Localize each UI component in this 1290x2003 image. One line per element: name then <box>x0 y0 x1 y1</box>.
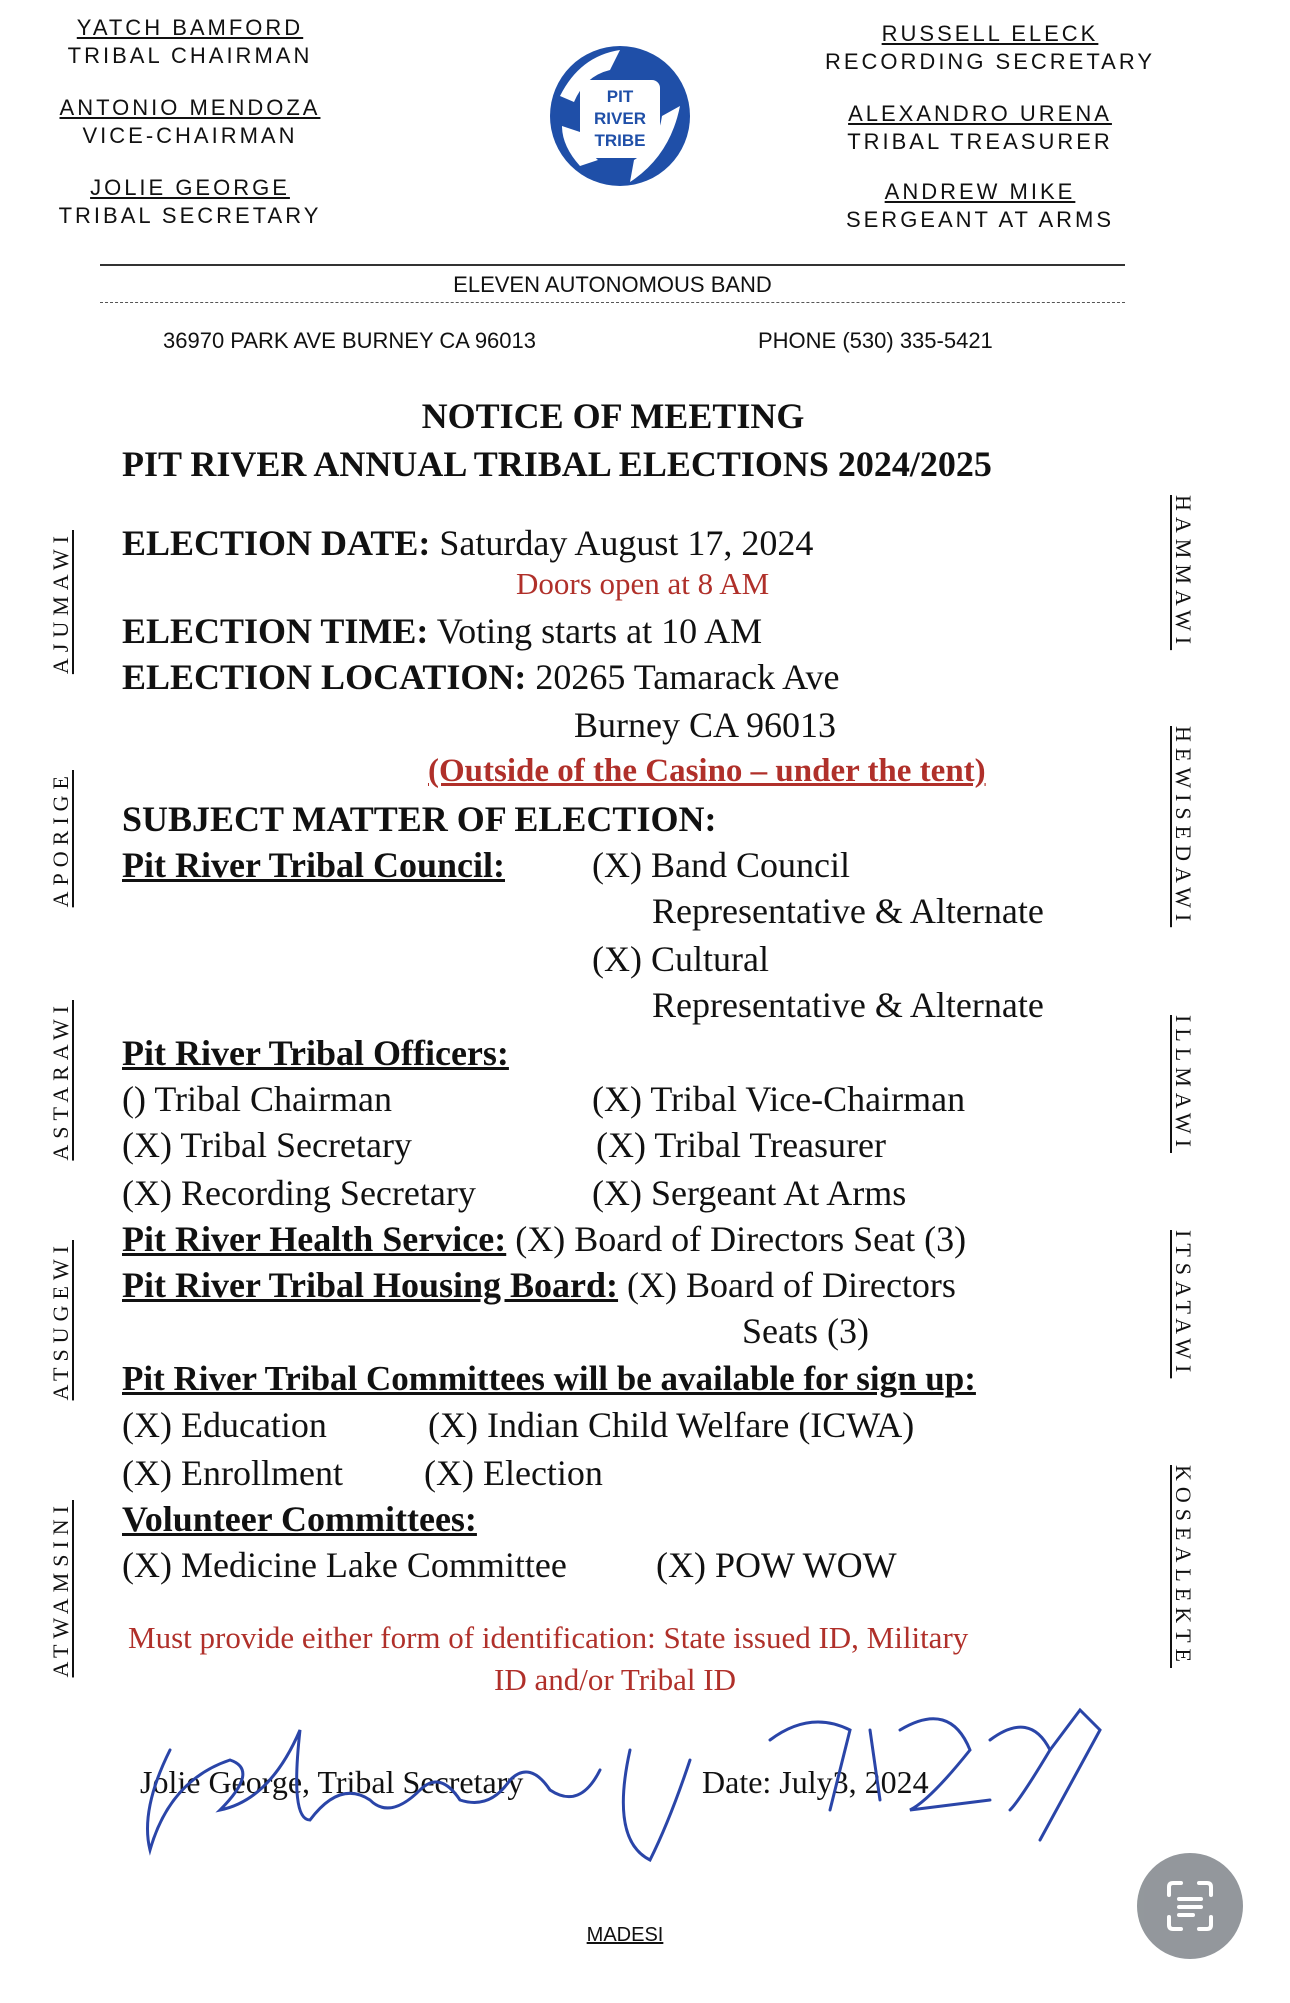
health-value: (X) Board of Directors Seat (3) <box>515 1219 967 1259</box>
signature-date: Date: July3, 2024 <box>702 1764 929 1800</box>
officer-left-1 <box>40 14 340 70</box>
election-location-line1: 20265 Tamarack Ave <box>535 657 840 697</box>
id-notice-2: ID and/or Tribal ID <box>494 1662 736 1697</box>
officer-item: () Tribal Chairman <box>122 1079 392 1119</box>
band-name: ELEVEN AUTONOMOUS BAND <box>453 272 772 297</box>
signature-name: Jolie George, Tribal Secretary <box>140 1764 524 1800</box>
election-location-line2: Burney CA 96013 <box>574 705 837 745</box>
notice-subtitle: PIT RIVER ANNUAL TRIBAL ELECTIONS 2024/2025 <box>122 444 992 484</box>
volunteer-label: Volunteer Committees: <box>122 1499 477 1539</box>
council-item: Representative & Alternate <box>652 891 1044 931</box>
band-left: ASTARAWI <box>48 1000 73 1161</box>
scan-button[interactable] <box>1137 1853 1243 1959</box>
officer-title: TRIBAL CHAIRMAN <box>67 43 313 68</box>
band-left: ATWAMSINI <box>48 1500 73 1678</box>
election-location-label: ELECTION LOCATION: <box>122 657 527 697</box>
officer-name: RUSSELL ELECK <box>881 21 1099 46</box>
band-left: APORIGE <box>48 770 73 908</box>
housing-row <box>122 1262 956 1308</box>
election-time-value: Voting starts at 10 AM <box>436 611 763 651</box>
officers-label: Pit River Tribal Officers: <box>122 1033 509 1073</box>
logo-line: TRIBE <box>594 131 646 150</box>
officer-title: TRIBAL SECRETARY <box>58 203 322 228</box>
id-notice-1: Must provide either form of identification: State issued ID, Military <box>128 1620 969 1655</box>
election-date-value: Saturday August 17, 2024 <box>439 523 814 563</box>
logo-line: PIT <box>606 87 634 106</box>
housing-value: (X) Board of Directors <box>627 1265 956 1305</box>
council-item: (X) Band Council <box>592 845 850 885</box>
tribe-logo <box>540 36 700 196</box>
officer-item: (X) Tribal Secretary <box>122 1125 412 1165</box>
logo-line: RIVER <box>594 109 646 128</box>
officer-left-2 <box>40 94 340 150</box>
committee-item: (X) Education <box>122 1405 327 1445</box>
committee-item: (X) Election <box>424 1453 603 1493</box>
housing-value2: Seats (3) <box>742 1311 869 1351</box>
volunteer-item: (X) POW WOW <box>656 1545 897 1585</box>
band-right: ILLMAWI <box>1171 1015 1196 1153</box>
officer-title: SERGEANT AT ARMS <box>845 207 1115 232</box>
doors-open: Doors open at 8 AM <box>516 566 770 601</box>
volunteer-item: (X) Medicine Lake Committee <box>122 1545 567 1585</box>
footer-band: MADESI <box>586 1924 664 1946</box>
health-label: Pit River Health Service: <box>122 1219 507 1259</box>
election-location-row <box>122 654 839 700</box>
health-row <box>122 1216 966 1262</box>
band-right: HAMMAWI <box>1171 495 1196 651</box>
address: 36970 PARK AVE BURNEY CA 96013 <box>163 328 537 353</box>
band-right: KOSEALEKTE <box>1171 1465 1196 1668</box>
officer-title: VICE-CHAIRMAN <box>82 123 298 148</box>
document-scan-icon <box>1137 1853 1243 1959</box>
election-date-label: ELECTION DATE: <box>122 523 431 563</box>
subject-label: SUBJECT MATTER OF ELECTION: <box>122 799 717 839</box>
officer-name: ANTONIO MENDOZA <box>59 95 321 120</box>
officer-right-3 <box>810 178 1150 234</box>
location-note: (Outside of the Casino – under the tent) <box>428 753 986 789</box>
committee-item: (X) Enrollment <box>122 1453 343 1493</box>
band-left: AJUMAWI <box>48 530 73 675</box>
signature-scribble-icon <box>110 1690 1110 1890</box>
election-date-row <box>122 520 813 566</box>
divider <box>100 302 1125 303</box>
notice-title: NOTICE OF MEETING <box>421 396 805 436</box>
band-right: ITSATAWI <box>1171 1230 1196 1379</box>
officer-left-3 <box>40 174 340 230</box>
band-right: HEWISEDAWI <box>1171 726 1196 928</box>
council-label: Pit River Tribal Council: <box>122 845 505 885</box>
housing-label: Pit River Tribal Housing Board: <box>122 1265 619 1305</box>
council-item: Representative & Alternate <box>652 985 1044 1025</box>
officer-name: JOLIE GEORGE <box>90 175 290 200</box>
officer-right-2 <box>810 100 1150 156</box>
election-time-row <box>122 608 762 654</box>
officer-right-1 <box>810 20 1170 76</box>
committees-label: Pit River Tribal Committees will be available for sign up: <box>122 1359 976 1398</box>
officer-name: YATCH BAMFORD <box>76 15 304 40</box>
officer-item: (X) Sergeant At Arms <box>592 1173 907 1213</box>
officer-item: (X) Tribal Vice-Chairman <box>592 1079 966 1119</box>
committee-item: (X) Indian Child Welfare (ICWA) <box>428 1405 915 1445</box>
officer-item: (X) Recording Secretary <box>122 1173 476 1213</box>
officer-name: ALEXANDRO URENA <box>848 101 1112 126</box>
election-time-label: ELECTION TIME: <box>122 611 429 651</box>
council-item: (X) Cultural <box>592 939 769 979</box>
band-left: ATSUGEWI <box>48 1240 73 1401</box>
divider <box>100 264 1125 266</box>
officer-name: ANDREW MIKE <box>884 179 1076 204</box>
officer-title: RECORDING SECRETARY <box>824 49 1155 74</box>
officer-title: TRIBAL TREASURER <box>847 129 1113 154</box>
phone: PHONE (530) 335-5421 <box>758 328 993 353</box>
officer-item: (X) Tribal Treasurer <box>596 1125 887 1165</box>
